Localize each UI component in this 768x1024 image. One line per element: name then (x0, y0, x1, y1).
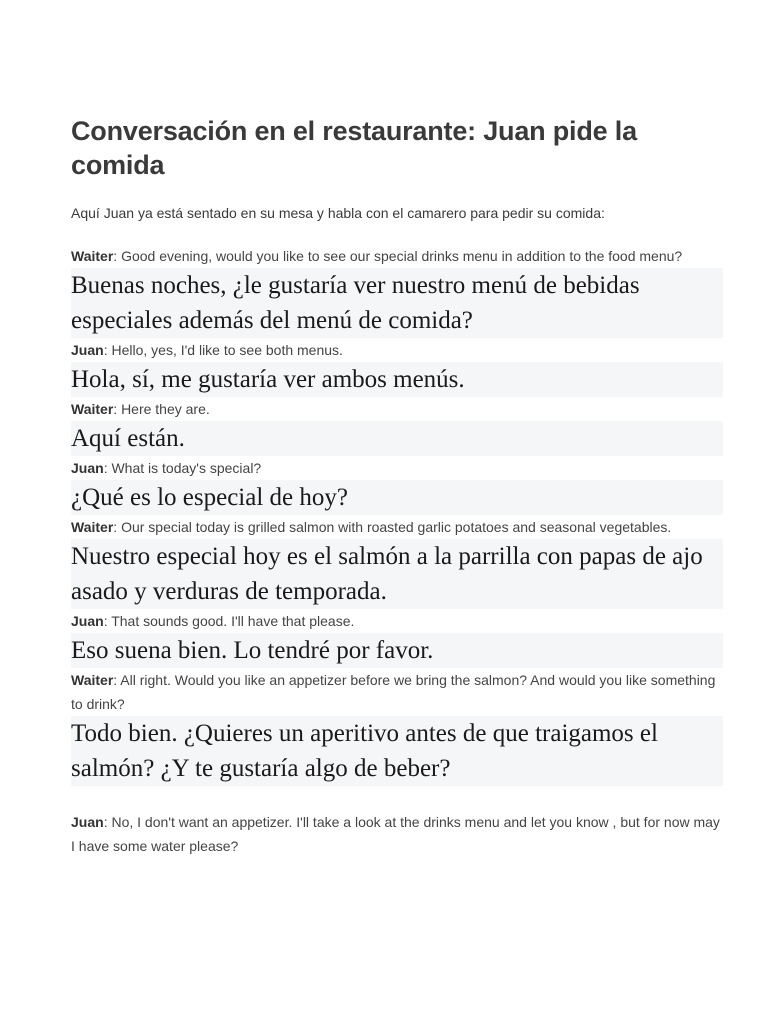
english-line (71, 668, 723, 716)
speaker-separator: : (103, 460, 112, 476)
speaker-separator: : (113, 248, 122, 264)
spanish-translation: Buenas noches, ¿le gustaría ver nuestro menú de bebidas especiales además del menú de comida? (71, 268, 723, 338)
speaker-separator: : (103, 814, 112, 830)
speaker-name: Juan (71, 342, 104, 358)
english-line (71, 609, 723, 633)
spanish-translation: Aquí están. (71, 421, 723, 456)
dialogue (71, 244, 723, 858)
english-text: All right. Would you like an appetizer before we bring the salmon? And would you like something to drink? (71, 672, 716, 712)
spanish-translation: Eso suena bien. Lo tendré por favor. (71, 633, 723, 668)
speaker-separator: : (103, 342, 112, 358)
english-text: No, I don't want an appetizer. I'll take a look at the drinks menu and let you know , but for now may I have some water please? (71, 814, 720, 854)
english-text: Good evening, would you like to see our special drinks menu in addition to the food menu? (121, 248, 683, 264)
english-line-final (71, 810, 723, 858)
english-text: Our special today is grilled salmon with roasted garlic potatoes and seasonal vegetables. (121, 519, 672, 535)
english-text: Here they are. (121, 401, 210, 417)
speaker-name: Waiter (71, 401, 114, 417)
speaker-separator: : (103, 613, 112, 629)
speaker-name: Waiter (71, 672, 114, 688)
english-line (71, 244, 723, 268)
speaker-name: Juan (71, 814, 104, 830)
speaker-name: Juan (71, 460, 104, 476)
english-text: What is today's special? (111, 460, 262, 476)
speaker-name: Waiter (71, 519, 114, 535)
spanish-translation: Todo bien. ¿Quieres un aperitivo antes de que traigamos el salmón? ¿Y te gustaría algo de beber? (71, 716, 723, 786)
spanish-translation: Nuestro especial hoy es el salmón a la parrilla con papas de ajo asado y verduras de temporada. (71, 539, 723, 609)
english-line (71, 397, 723, 421)
speaker-separator: : (113, 401, 122, 417)
english-text: That sounds good. I'll have that please. (111, 613, 355, 629)
speaker-name: Juan (71, 613, 104, 629)
speaker-separator: : (113, 519, 122, 535)
english-text: Hello, yes, I'd like to see both menus. (111, 342, 343, 358)
english-line (71, 338, 723, 362)
speaker-separator: : (113, 672, 121, 688)
speaker-name: Waiter (71, 248, 114, 264)
english-line (71, 515, 723, 539)
page-title: Conversación en el restaurante: Juan pide la comida (71, 116, 637, 180)
spanish-translation: ¿Qué es lo especial de hoy? (71, 480, 723, 515)
spanish-translation: Hola, sí, me gustaría ver ambos menús. (71, 362, 723, 397)
intro-paragraph: Aquí Juan ya está sentado en su mesa y habla con el camarero para pedir su comida: (71, 205, 605, 221)
english-line (71, 456, 723, 480)
